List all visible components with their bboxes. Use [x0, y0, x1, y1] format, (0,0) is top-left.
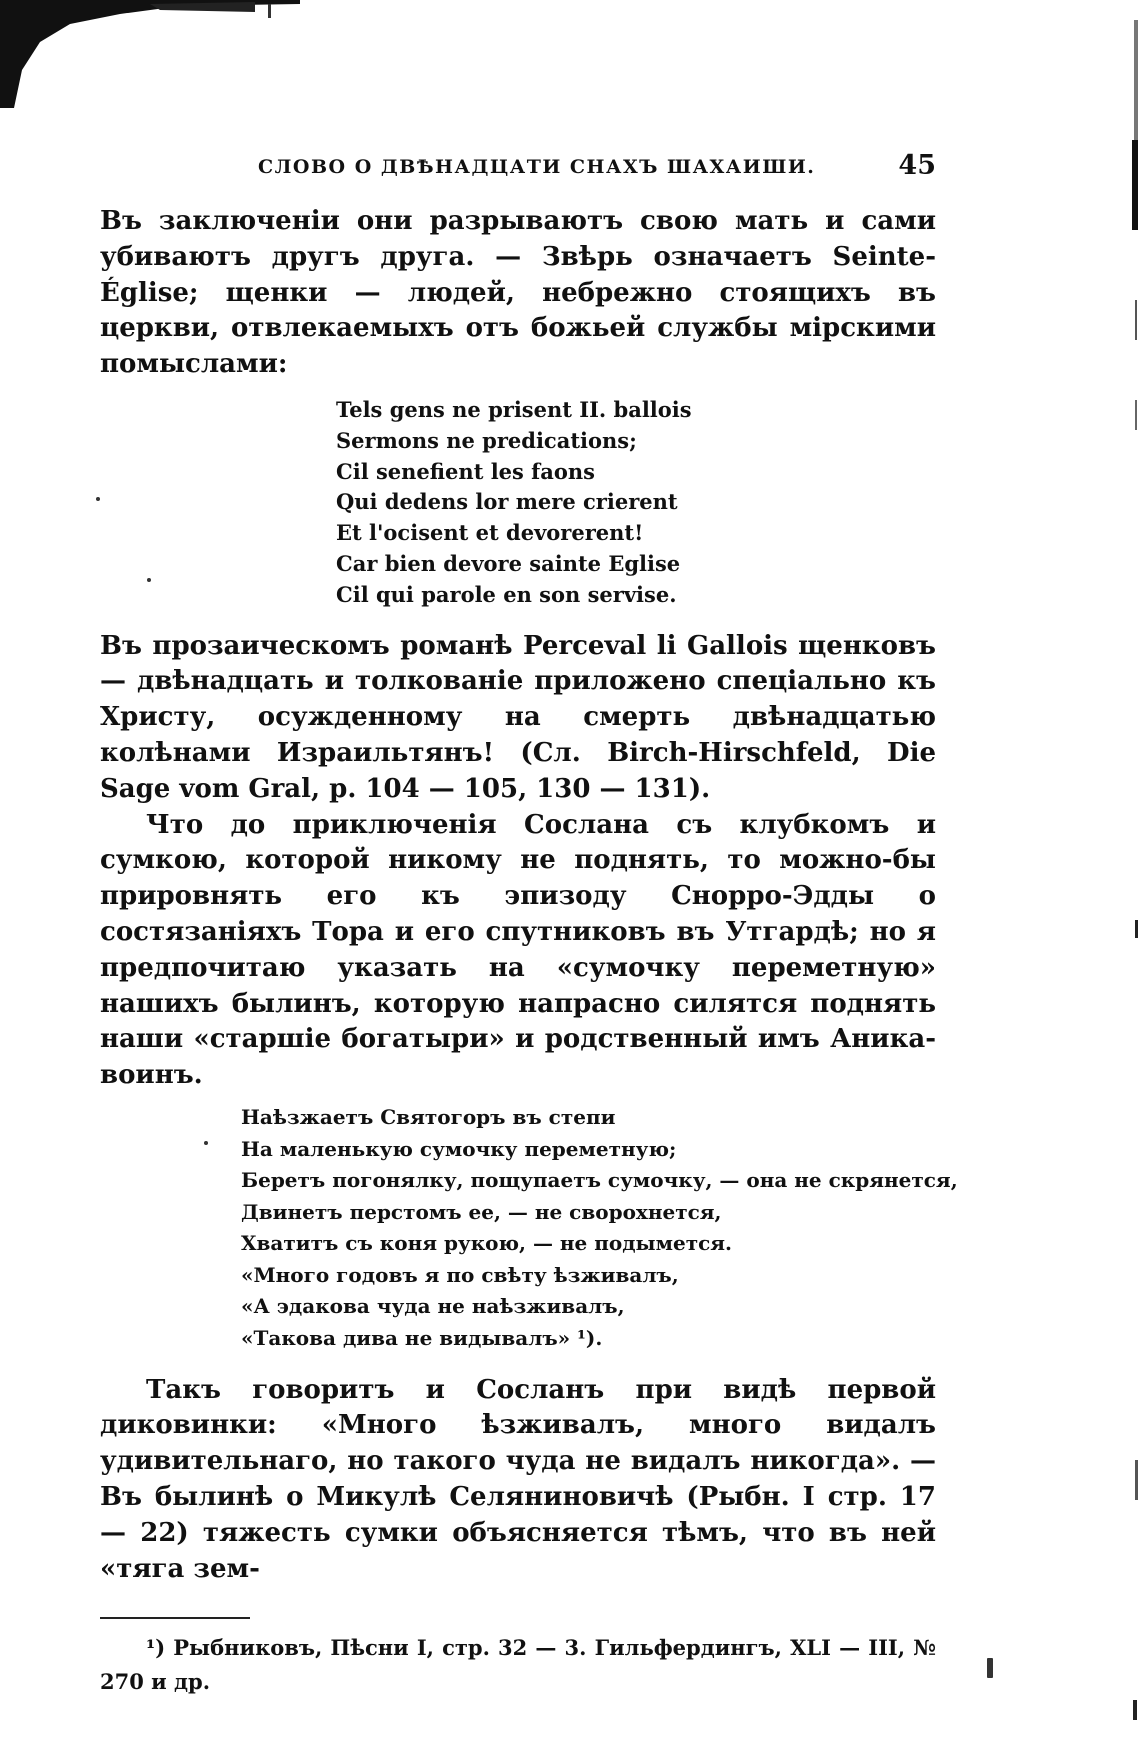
scan-right-edge-marks — [1124, 0, 1140, 1751]
paragraph-4: Такъ говоритъ и Сосланъ при видѣ первой диковинки: «Много ѣзживалъ, много видалъ удивительнаго, но такого чуда не видалъ никогда». — Въ былинѣ о Микулѣ Селяниновичѣ (Рыбн. I стр. 17 — 22) тяжесть сумки объясняется тѣмъ, что въ ней «тяга зем- — [100, 1374, 936, 1584]
running-head — [100, 150, 936, 190]
verse-line: Cil senefient les faons — [336, 458, 595, 484]
footnote-rule — [100, 1617, 250, 1619]
page-number: 45 — [898, 150, 936, 181]
footnote: ¹) Рыбниковъ, Пѣсни I, стр. 32 — 3. Гильфердингъ, XLI — III, № 270 и др. — [100, 1635, 936, 1695]
paragraph-2: Въ прозаическомъ романѣ Perceval li Gallois щенковъ — двѣнадцать и толкованіе приложено спеціально къ Христу, осужденному на смерть двѣнадцатью колѣнами Израильтянъ! (Сл. Birch-Hirschfeld, Die Sage vom Gral, p. 104 — 105, 130 — 131). — [100, 630, 936, 804]
verse-line: Qui dedens lor mere crierent — [336, 489, 678, 515]
paragraph-3: Что до приключенія Сослана съ клубкомъ и сумкою, которой никому не поднять, то можно-бы прировнять его къ эпизоду Снорро-Эдды о состязаніяхъ Тора и его спутниковъ въ Утгардѣ; но я предпочитаю указать на «сумочку переметную» нашихъ былинъ, которую напрасно силятся поднять наши «старшіе богатыри» и родственный имъ Аника-воинъ. — [100, 809, 936, 1091]
verse-line: Et l'ocisent et devorerent! — [336, 520, 644, 546]
running-title: СЛОВО О ДВѢНАДЦАТИ СНАХЪ ШАХАИШИ. — [258, 156, 816, 178]
scan-speck — [987, 1658, 993, 1678]
verse-line: Sermons ne predications; — [336, 427, 637, 453]
verse-line: Cil qui parole en son servise. — [336, 581, 677, 607]
verse-line: Хватитъ съ коня рукою, — не подымется. — [241, 1231, 732, 1256]
verse-line: Беретъ погонялку, пощупаетъ сумочку, — она не скрянется, — [241, 1168, 958, 1193]
scan-corner-smudge — [0, 0, 300, 110]
verse-line: «Такова дива не видывалъ» ¹). — [241, 1326, 603, 1351]
verse-line: Наѣзжаетъ Святогоръ въ степи — [241, 1104, 616, 1129]
paragraph-1: Въ заключеніи они разрываютъ свою мать и сами убиваютъ другъ друга. — Звѣрь означаетъ Seinte-Église; щенки — людей, небрежно стоящихъ въ церкви, отвлекаемыхъ отъ божьей службы мірскими помыслами: — [100, 206, 936, 380]
verse-line: Tels gens ne prisent II. ballois — [336, 396, 692, 422]
russian-verse-quote — [241, 1102, 958, 1355]
verse-line: На маленькую сумочку переметную; — [241, 1136, 677, 1161]
verse-line: Car bien devore sainte Eglise — [336, 550, 681, 576]
french-verse-quote — [336, 395, 936, 611]
verse-line: «А эдакова чуда не наѣзживалъ, — [241, 1294, 625, 1319]
book-page — [100, 150, 958, 1699]
verse-line: «Много годовъ я по свѣту ѣзживалъ, — [241, 1262, 679, 1287]
verse-line: Двинетъ перстомъ ее, — не сворохнется, — [241, 1199, 722, 1224]
